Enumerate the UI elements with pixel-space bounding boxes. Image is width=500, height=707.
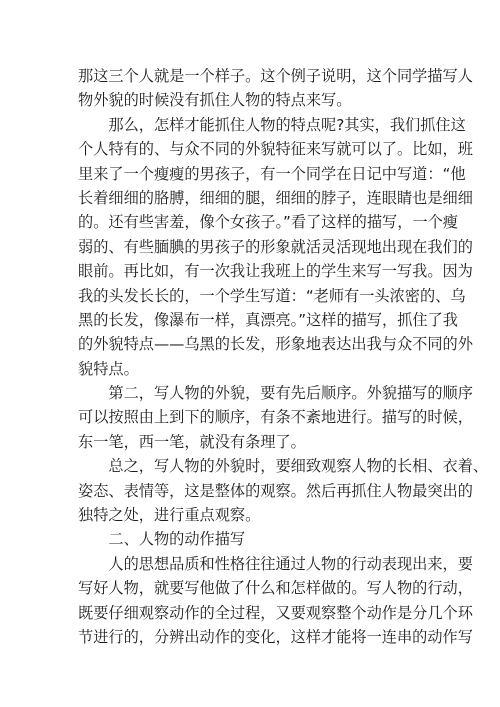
text-line: 貌特点。 bbox=[78, 359, 139, 378]
text-line: 黑的长发，像瀑布一样，真漂亮。”这样的描写，抓住了我 bbox=[78, 310, 458, 329]
text-line: 写好人物，就要写他做了什么和怎样做的。写人物的行动， bbox=[78, 579, 473, 598]
text-line: 第二，写人物的外貌，要有先后顺序。外貌描写的顺序 bbox=[108, 384, 473, 403]
text-line: 独特之处，进行重点观察。 bbox=[78, 506, 261, 525]
document-page bbox=[78, 64, 489, 649]
text-line: 眼前。再比如，有一次我让我班上的学生来写一写我。因为 bbox=[78, 262, 473, 281]
text-line: 那这三个人就是一个样子。这个例子说明，这个同学描写人 bbox=[78, 67, 473, 85]
text-line: 人的思想品质和性格往往通过人物的行动表现出来，要 bbox=[108, 554, 473, 573]
text-line: 节进行的，分辨出动作的变化，这样才能将一连串的动作写 bbox=[78, 627, 473, 646]
text-line: 姿态、表情等，这是整体的观察。然后再抓住人物最突出的 bbox=[78, 481, 473, 500]
text-line: 长着细细的胳膊，细细的腿，细细的脖子，连眼睛也是细细 bbox=[78, 188, 473, 207]
text-line: 东一笔，西一笔，就没有条理了。 bbox=[78, 432, 306, 451]
text-line: 我的头发长长的，一个学生写道：“老师有一头浓密的、乌 bbox=[78, 286, 466, 305]
text-line: 物外貌的时候没有抓住人物的特点来写。 bbox=[78, 91, 352, 110]
text-line: 那么，怎样才能抓住人物的特点呢?其实，我们抓住这 bbox=[108, 115, 466, 134]
text-line: 的。还有些害羞，像个女孩子。”看了这样的描写，一个瘦 bbox=[78, 213, 458, 232]
text-line: 弱的、有些腼腆的男孩子的形象就活灵活现地出现在我们的 bbox=[78, 237, 473, 256]
text-line: 里来了一个瘦瘦的男孩子，有一个同学在日记中写道：“他 bbox=[78, 164, 466, 183]
text-line: 的外貌特点——乌黑的长发，形象地表达出我与众不同的外 bbox=[78, 335, 473, 354]
text-line: 二、人物的动作描写 bbox=[108, 530, 246, 549]
text-line: 可以按照由上到下的顺序，有条不紊地进行。描写的时候， bbox=[78, 408, 473, 427]
text-line: 既要仔细观察动作的全过程，又要观察整个动作是分几个环 bbox=[78, 603, 473, 622]
text-line: 总之，写人物的外貌时，要细致观察人物的长相、衣着、 bbox=[108, 457, 489, 476]
text-line: 个人特有的、与众不同的外貌特征来写就可以了。比如，班 bbox=[78, 140, 473, 159]
